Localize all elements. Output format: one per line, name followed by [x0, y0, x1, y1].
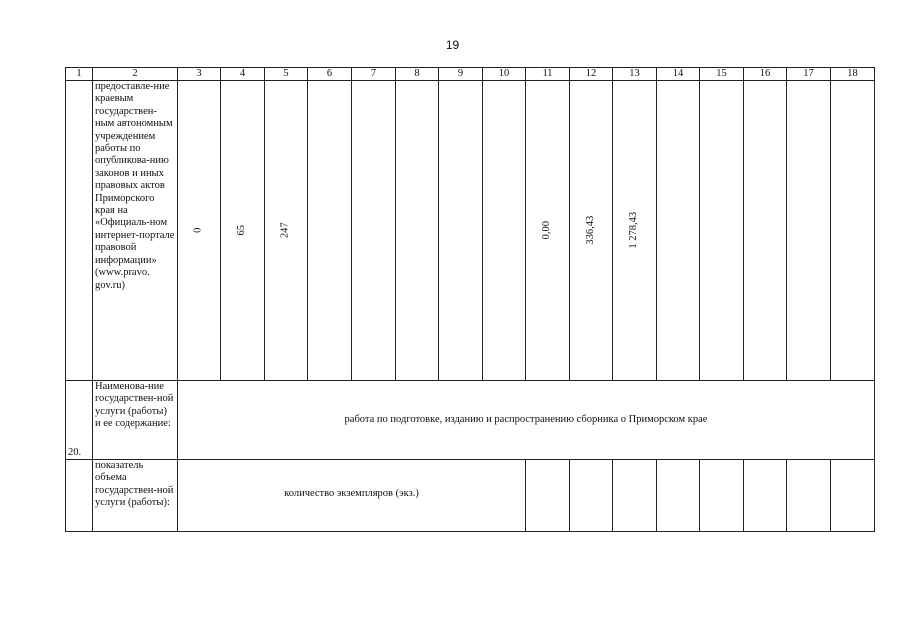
header-cell: 11: [526, 68, 570, 81]
volume-indicator-label: показатель объема государствен-ной услуги (работы):: [93, 460, 178, 532]
value-col5: 247: [265, 81, 308, 381]
header-cell: 5: [265, 68, 308, 81]
value-col4: 65: [221, 81, 265, 381]
empty-cell: [744, 460, 787, 532]
empty-cell: [831, 81, 875, 381]
header-cell: 17: [787, 68, 831, 81]
service-name-row: [66, 381, 875, 460]
header-cell: 13: [613, 68, 657, 81]
volume-indicator-content: количество экземпляров (экз.): [178, 460, 526, 532]
empty-cell: [787, 460, 831, 532]
header-cell: 14: [657, 68, 700, 81]
empty-cell: [613, 460, 657, 532]
empty-cell: [744, 81, 787, 381]
header-cell: 4: [221, 68, 265, 81]
header-cell: 3: [178, 68, 221, 81]
header-cell: 15: [700, 68, 744, 81]
page-number: 19: [445, 38, 460, 52]
empty-cell: [700, 81, 744, 381]
header-cell: 12: [570, 68, 613, 81]
header-cell: 18: [831, 68, 875, 81]
value-col3: 0: [178, 81, 221, 381]
empty-cell: [396, 81, 439, 381]
service-name-content: работа по подготовке, изданию и распространению сборника о Приморском крае: [178, 381, 875, 460]
header-cell: 7: [352, 68, 396, 81]
row-number: 20.: [66, 381, 93, 460]
service-name-label: Наименова-ние государствен-ной услуги (работы) и ее содержание:: [93, 381, 178, 460]
header-cell: 16: [744, 68, 787, 81]
service-description: предоставле-ние краевым государствен-ным автономным учреждением работы по опубликова-нию законов и иных правовых актов Приморского края на «Официаль-ном интернет-портале правовой информации» (www.pravo. gov.ru): [93, 81, 178, 381]
value-col11: 0,00: [526, 81, 570, 381]
empty-cell: [308, 81, 352, 381]
empty-cell: [570, 460, 613, 532]
empty-cell: [657, 81, 700, 381]
empty-cell: [526, 460, 570, 532]
value-col13: 1 278,43: [613, 81, 657, 381]
header-cell: 2: [93, 68, 178, 81]
empty-cell: [439, 81, 483, 381]
empty-cell: [352, 81, 396, 381]
header-cell: 9: [439, 68, 483, 81]
report-table: [65, 67, 875, 532]
empty-cell: [787, 81, 831, 381]
header-cell: 8: [396, 68, 439, 81]
empty-cell: [700, 460, 744, 532]
empty-cell: [66, 81, 93, 381]
header-cell: 10: [483, 68, 526, 81]
empty-cell: [657, 460, 700, 532]
empty-cell: [831, 460, 875, 532]
service-row: [66, 81, 875, 381]
header-cell: 1: [66, 68, 93, 81]
volume-indicator-row: [66, 460, 875, 532]
header-cell: 6: [308, 68, 352, 81]
empty-cell: [483, 81, 526, 381]
empty-cell: [66, 460, 93, 532]
column-number-row: [66, 68, 875, 81]
value-col12: 336,43: [570, 81, 613, 381]
